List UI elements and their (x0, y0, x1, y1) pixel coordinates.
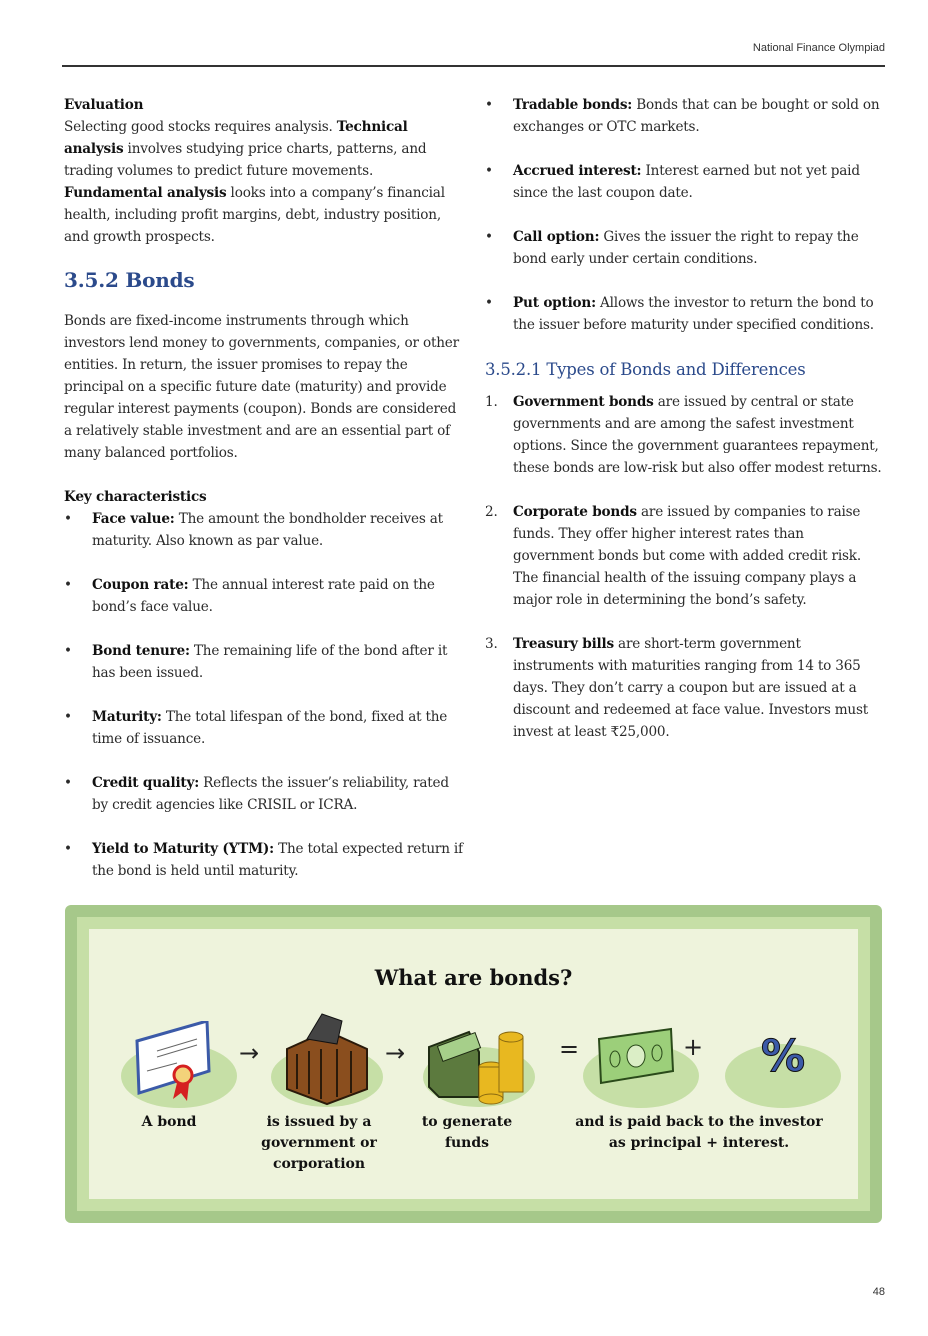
item-term: Corporate bonds (513, 504, 637, 520)
item-text: The annual interest rate paid on the bond’s face value. (92, 577, 435, 615)
item-term: Put option: (513, 295, 596, 311)
bonds-intro: Bonds are fixed-income instruments through which investors lend money to governments, companies, or other entities. In return, the issuer promises to repay the principal on a specific future date (maturity) and provide regular interest payments (coupon). Bonds are considered a relatively stable investment and are an essential part of many balanced portfolios. (64, 313, 459, 461)
item-number: 3. (485, 636, 498, 652)
item-term: Call option: (513, 229, 600, 245)
label-issued-by: is issued by a government or corporation (261, 1114, 377, 1172)
item-text: Allows the investor to return the bond to the issuer before maturity under specified conditions. (513, 295, 874, 333)
arrow-icon: → (385, 1039, 406, 1067)
bullet-item (64, 640, 464, 684)
item-text: are short-term government instruments with maturities ranging from 14 to 365 days. They don’t carry a coupon but are issued at a discount and redeemed at face value. Investors must invest at least ₹25,000. (513, 636, 869, 740)
item-text: Interest earned but not yet paid since the last coupon date. (513, 163, 860, 201)
section-heading: 3.5.2 Bonds (64, 268, 195, 292)
bullet-marker: • (485, 229, 493, 245)
label-a-bond: A bond (141, 1114, 197, 1130)
item-term: Government bonds (513, 394, 654, 410)
left-column (64, 94, 464, 904)
bullet-item (64, 706, 464, 750)
bullet-marker: • (64, 577, 72, 593)
item-text: The amount the bondholder receives at maturity. Also known as par value. (92, 511, 443, 549)
bullet-marker: • (64, 709, 72, 725)
item-text: Bonds that can be bought or sold on exchanges or OTC markets. (513, 97, 880, 135)
numbered-item (485, 501, 885, 611)
bullet-item (64, 574, 464, 618)
item-text: Gives the issuer the right to repay the bond early under certain conditions. (513, 229, 859, 267)
plus-icon: + (683, 1033, 704, 1061)
svg-text:%: % (760, 1031, 806, 1082)
infographic-title: What are bonds? (374, 965, 573, 990)
item-text: The total lifespan of the bond, fixed at the time of issuance. (92, 709, 448, 747)
item-number: 1. (485, 394, 498, 410)
bullet-marker: • (64, 511, 72, 527)
item-text: The total expected return if the bond is held until maturity. (92, 841, 463, 879)
numbered-item (485, 633, 885, 743)
running-header: National Finance Olympiad (752, 42, 885, 54)
bullet-marker: • (485, 295, 493, 311)
money-and-coins-icon (419, 1017, 539, 1112)
item-term: Accrued interest: (513, 163, 642, 179)
label-generate-funds: to generate funds (421, 1114, 513, 1151)
label-paid-back: and is paid back to the investor as principal + interest. (575, 1114, 823, 1151)
item-text: Reflects the issuer’s reliability, rated by credit agencies like CRISIL or ICRA. (92, 775, 449, 813)
header-divider (62, 65, 885, 67)
item-term: Face value: (92, 511, 175, 527)
right-column (485, 94, 885, 765)
item-text: are issued by companies to raise funds. They offer higher interest rates than government bonds but come with added credit risk. The financial health of the issuing company plays a major role in determining the bond’s safety. (513, 504, 861, 608)
bullet-item (485, 226, 885, 270)
item-number: 2. (485, 504, 498, 520)
bond-certificate-icon (117, 1021, 237, 1111)
bullet-marker: • (485, 97, 493, 113)
evaluation-heading: Evaluation (64, 97, 144, 113)
percent-icon (723, 1021, 843, 1111)
evaluation-paragraph: Selecting good stocks requires analysis. Technical analysis involves studying price charts, patterns, and trading volumes to predict future movements. Fundamental analysis looks into a company’s financial health, including profit margins, debt, industry position, and growth prospects. (64, 119, 445, 245)
bullet-item (485, 94, 885, 138)
item-term: Maturity: (92, 709, 162, 725)
arrow-icon: → (239, 1039, 260, 1067)
bullet-marker: • (64, 643, 72, 659)
bullet-item (64, 838, 464, 882)
equals-icon: = (559, 1035, 580, 1063)
bullet-item (485, 292, 885, 336)
item-term: Bond tenure: (92, 643, 190, 659)
item-term: Credit quality: (92, 775, 200, 791)
item-term: Coupon rate: (92, 577, 189, 593)
bullet-marker: • (64, 775, 72, 791)
government-building-icon (267, 1009, 387, 1109)
item-text: The remaining life of the bond after it has been issued. (92, 643, 448, 681)
bullet-marker: • (485, 163, 493, 179)
key-characteristics-heading: Key characteristics (64, 489, 207, 505)
bullet-item (64, 508, 464, 552)
subsection-heading: 3.5.2.1 Types of Bonds and Differences (485, 360, 806, 379)
bullet-marker: • (64, 841, 72, 857)
bullet-item (64, 772, 464, 816)
item-term: Treasury bills (513, 636, 614, 652)
page-number: 48 (872, 1286, 885, 1298)
item-term: Yield to Maturity (YTM): (92, 841, 274, 857)
item-text: are issued by central or state governments and are among the safest investment options. Since the government guarantees repayment, these bonds are low-risk but also offer modest returns. (513, 394, 882, 476)
item-term: Tradable bonds: (513, 97, 633, 113)
what-are-bonds-infographic (65, 905, 882, 1223)
bullet-item (485, 160, 885, 204)
numbered-item (485, 391, 885, 479)
